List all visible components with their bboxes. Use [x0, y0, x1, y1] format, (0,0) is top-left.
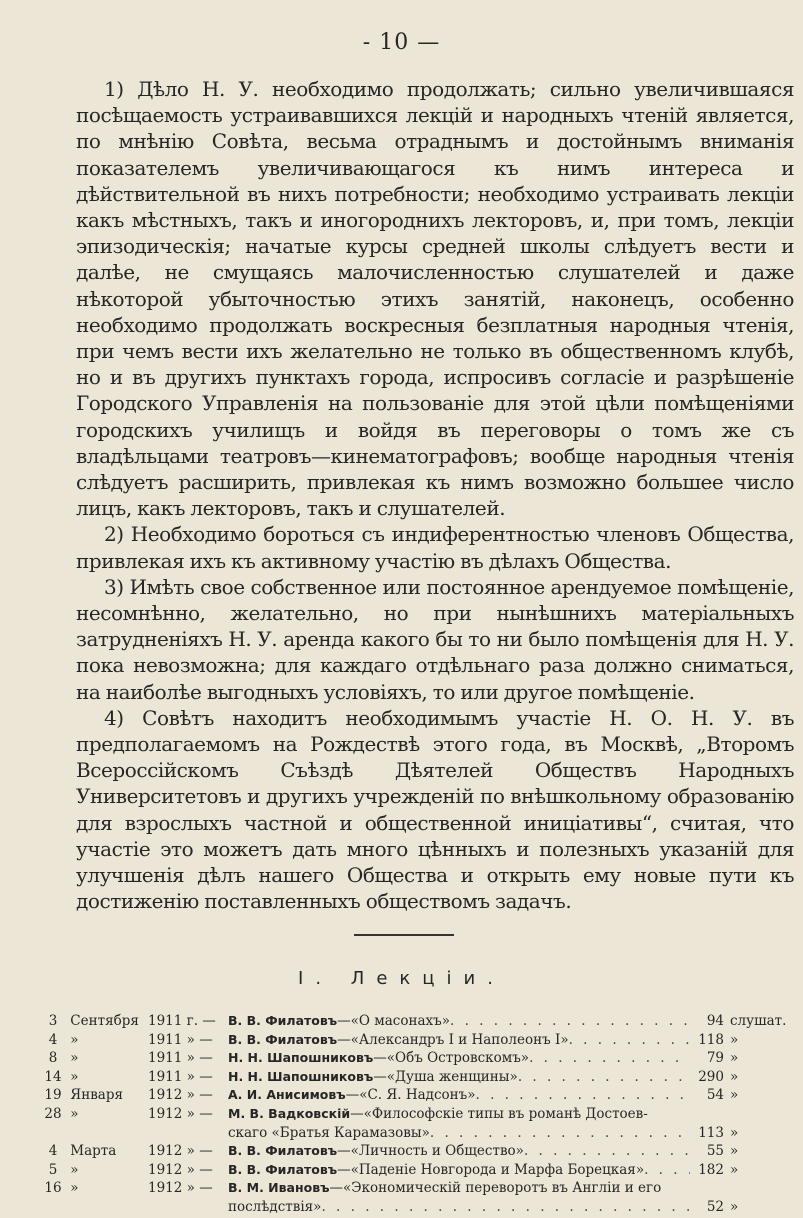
lecture-year: 1911 » — [148, 1068, 213, 1085]
leader-dots [321, 1198, 690, 1217]
lecture-year: 1911 г. — [148, 1013, 216, 1029]
lecturer-name: В. М. Ивановъ [228, 1180, 330, 1196]
attendance-unit: » [730, 1087, 739, 1104]
lecture-text: В. В. Филатовъ—«Александръ I и Наполеонъ I» [228, 1031, 569, 1048]
attendance-count: 118 [698, 1031, 724, 1048]
lecture-row [40, 1068, 790, 1087]
lecture-line [228, 1068, 790, 1087]
lecture-text: В. В. Филатовъ—«Личность и Общество» [228, 1143, 524, 1160]
lecture-row [40, 1049, 790, 1068]
leader-dots [518, 1068, 690, 1087]
attendance-unit: » [730, 1143, 739, 1160]
attendance-count: 54 [706, 1087, 724, 1104]
lecture-year: 1912 » — [148, 1161, 213, 1178]
lecture-date [40, 1142, 148, 1161]
paragraph-3: 3) Имѣть свое собственное или постоянное арендуемое помѣщеніе, несомнѣнно, желательно, но при нынѣшнихъ матеріальныхъ затрудненіяхъ Н. У. аренда какого бы то ни было помѣщенія для Н. У. пока невозможна; для каждаго отдѣльнаго раза должно сниматься, на наиболѣе выгодныхъ условіяхъ, то или другое помѣщеніе. [76, 574, 794, 704]
lecture-month: Января [70, 1087, 124, 1104]
lecture-row [40, 1142, 790, 1161]
lecture-text: В. М. Ивановъ—«Экономическій переворотъ въ Англіи и его [228, 1180, 662, 1197]
lecture-day: 3 [48, 1013, 58, 1029]
attendance-count: 182 [698, 1161, 724, 1178]
lecture-date [40, 1049, 148, 1068]
lecture-title-continued: скаго «Братья Карамазовы» [228, 1124, 430, 1141]
lecturer-name: В. В. Филатовъ [228, 1013, 338, 1028]
lecture-month: » [70, 1031, 79, 1048]
lecture-year: 1912 » — [148, 1143, 213, 1160]
lecture-title-continued: послѣдствія» [228, 1198, 322, 1215]
paragraph-1: 1) Дѣло Н. У. необходимо продолжать; сильно увеличившаяся посѣщаемость устраивавшихся лекцій и народныхъ чтеній является, по мнѣнію Совѣта, весьма отраднымъ и достойнымъ вниманія показателемъ увеличивающагося къ нимъ интереса и дѣйствительной въ нихъ потребности; необходимо устраивать лекціи какъ мѣстныхъ, такъ и иногороднихъ лекторовъ, и, при томъ, лекціи эпизодическія; начатые курсы средней школы слѣдуетъ вести и далѣе, не смущаясь малочисленностью слушателей и даже нѣкоторой убыточностью этихъ занятій, наконецъ, особенно необходимо продолжать воскресныя безплатныя народныя чтенія, при чемъ вести ихъ желательно не только въ общественномъ клубѣ, но и въ другихъ пунктахъ города, испросивъ согласіе и разрѣшеніе Городского Управленія на пользованіе для этой цѣли помѣщеніями городскихъ училищъ и войдя въ переговоры о томъ же съ владѣльцами театровъ—кинематографовъ; вообще народныя чтенія слѣдуетъ расширить, привлекая къ нимъ возможно большее число лицъ, какъ лекторовъ, такъ и слушателей. [76, 77, 794, 521]
lecture-year-text: 1911 » [148, 1068, 195, 1085]
lecture-entry [228, 1049, 790, 1068]
lecture-title: «Объ Островскомъ» [386, 1050, 530, 1067]
lecture-date [40, 1031, 148, 1050]
lecture-title: «О масонахъ» [350, 1013, 451, 1029]
attendance-count: 113 [698, 1124, 724, 1141]
lecture-title: «Экономическій переворотъ въ Англіи и его [343, 1180, 662, 1197]
attendance-count: 55 [706, 1143, 724, 1160]
attendance-count: 79 [706, 1050, 724, 1067]
lecture-line [228, 1031, 790, 1050]
lecture-text: В. В. Филатовъ—«Паденіе Новгорода и Марфа Борецкая» [228, 1161, 645, 1178]
lecture-month: Сентября [70, 1013, 139, 1029]
lecture-year: 1912 » — [148, 1180, 213, 1197]
lecturer-name: В. В. Филатовъ [228, 1031, 338, 1047]
leader-dots [430, 1124, 690, 1143]
lecture-entry [228, 1086, 790, 1105]
lecturer-name: М. В. Вадковскій [228, 1105, 351, 1121]
lecture-line [228, 1161, 790, 1180]
lecture-date [40, 1068, 148, 1087]
lecture-title: «Паденіе Новгорода и Марфа Борецкая» [350, 1161, 645, 1178]
section-heading: I. Лекціи. [298, 968, 505, 989]
lecture-text: Н. Н. Шапошниковъ—«Душа женщины» [228, 1068, 518, 1085]
leader-dots [529, 1049, 690, 1068]
lecture-date [40, 1086, 148, 1105]
section-divider [354, 934, 454, 936]
attendance-count: 94 [706, 1013, 724, 1029]
lecture-line-continued [228, 1124, 790, 1143]
lecture-row [40, 1179, 790, 1216]
leader-dots [524, 1142, 690, 1161]
body-text [76, 76, 794, 915]
lecture-entry [228, 1105, 790, 1142]
lecture-year-text: 1911 » [148, 1050, 195, 1067]
lecture-date [40, 1161, 148, 1180]
lecture-title: «С. Я. Надсонъ» [359, 1087, 476, 1104]
leader-dots [450, 1012, 690, 1031]
lecture-year-text: 1912 » [148, 1143, 195, 1160]
lecture-entry [228, 1031, 790, 1050]
lecture-text: А. И. Анисимовъ—«С. Я. Надсонъ» [228, 1087, 476, 1104]
lecture-text: Н. Н. Шапошниковъ—«Объ Островскомъ» [228, 1050, 530, 1067]
lecture-year: 1911 » — [148, 1031, 213, 1048]
page-number: - 10 — [362, 30, 441, 55]
lecture-line-continued [228, 1198, 790, 1217]
lecture-line [228, 1142, 790, 1161]
lecture-day: 19 [44, 1087, 62, 1104]
attendance-unit: слушат. [730, 1013, 787, 1029]
leader-dots [644, 1161, 690, 1180]
leader-dots [569, 1031, 690, 1050]
attendance-unit: » [730, 1198, 739, 1215]
lecture-row [40, 1086, 790, 1105]
lecture-entry [228, 1012, 790, 1031]
lecture-line [228, 1105, 790, 1124]
lecture-entry [228, 1161, 790, 1180]
lecture-title: «Александръ I и Наполеонъ I» [350, 1031, 569, 1048]
attendance-unit: » [730, 1124, 739, 1141]
lecture-year-text: 1912 » [148, 1105, 195, 1122]
lecturer-name: В. В. Филатовъ [228, 1143, 338, 1159]
lecture-year: 1911 » — [148, 1050, 213, 1067]
lecture-day: 28 [44, 1105, 62, 1122]
lecture-year-text: 1911 г. [148, 1013, 199, 1029]
lecture-title: «Душа женщины» [386, 1068, 518, 1085]
lecture-month: » [70, 1050, 79, 1067]
paragraph-2: 2) Необходимо бороться съ индиферентностью членовъ Общества, привлекая ихъ къ активному участію въ дѣлахъ Общества. [76, 522, 794, 573]
lecture-text: В. В. Филатовъ—«О масонахъ» [228, 1013, 451, 1029]
lecturer-name: В. В. Филатовъ [228, 1161, 338, 1177]
attendance-unit: » [730, 1068, 739, 1085]
lecture-day: 4 [48, 1031, 58, 1048]
lecture-row [40, 1031, 790, 1050]
lecture-month: » [70, 1068, 79, 1085]
attendance-unit: » [730, 1161, 739, 1178]
lecture-list [40, 1012, 790, 1217]
lecture-year: 1912 » — [148, 1105, 213, 1122]
attendance-count: 290 [698, 1068, 724, 1085]
lecture-title: «Личность и Общество» [350, 1143, 524, 1160]
lecture-month: » [70, 1105, 79, 1122]
lecture-date [40, 1105, 148, 1124]
lecture-year-text: 1912 » [148, 1180, 195, 1197]
lecture-day: 4 [48, 1143, 58, 1160]
attendance-unit: » [730, 1050, 739, 1067]
lecture-line [228, 1086, 790, 1105]
lecture-year-text: 1912 » [148, 1087, 195, 1104]
attendance-count: 52 [706, 1198, 724, 1215]
lecture-row [40, 1161, 790, 1180]
lecture-date [40, 1012, 148, 1031]
leader-dots [476, 1086, 690, 1105]
lecture-month: » [70, 1180, 79, 1197]
lecture-entry [228, 1068, 790, 1087]
lecturer-name: Н. Н. Шапошниковъ [228, 1050, 374, 1066]
paragraph-4: 4) Совѣтъ находитъ необходимымъ участіе Н. О. Н. У. въ предполагаемомъ на Рождествѣ этого года, въ Москвѣ, „Второмъ Всероссійскомъ Съѣздѣ Дѣятелей Обществъ Народныхъ Университетовъ и другихъ учрежденій по внѣшкольному образованію для взрослыхъ частной и общественной иниціативы“, считая, что участіе это можетъ дать много цѣнныхъ и полезныхъ указаній для улучшенія дѣлъ нашего Общества и открыть ему новые пути къ достиженію поставленныхъ обществомъ задачъ. [76, 705, 794, 914]
lecture-day: 14 [44, 1068, 62, 1085]
lecture-date [40, 1179, 148, 1198]
lecture-month: » [70, 1161, 79, 1178]
lecture-entry [228, 1142, 790, 1161]
lecture-year: 1912 » — [148, 1087, 213, 1104]
lecture-day: 16 [44, 1180, 62, 1197]
lecture-day: 8 [48, 1050, 58, 1067]
lecture-entry [228, 1179, 790, 1216]
lecture-line [228, 1012, 790, 1031]
lecture-year-text: 1912 » [148, 1161, 195, 1178]
lecture-day: 5 [48, 1161, 58, 1178]
lecture-row [40, 1012, 790, 1031]
lecturer-name: А. И. Анисимовъ [228, 1087, 346, 1103]
lecture-line [228, 1049, 790, 1068]
lecture-year-text: 1911 » [148, 1031, 195, 1048]
lecture-row [40, 1105, 790, 1142]
attendance-unit: » [730, 1031, 739, 1048]
lecture-title: «Философскіе типы въ романѣ Достоев- [363, 1105, 648, 1122]
lecture-text: М. В. Вадковскій—«Философскіе типы въ романѣ Достоев- [228, 1105, 648, 1122]
lecture-month: Марта [70, 1143, 117, 1160]
lecturer-name: Н. Н. Шапошниковъ [228, 1068, 374, 1084]
lecture-line [228, 1179, 790, 1198]
